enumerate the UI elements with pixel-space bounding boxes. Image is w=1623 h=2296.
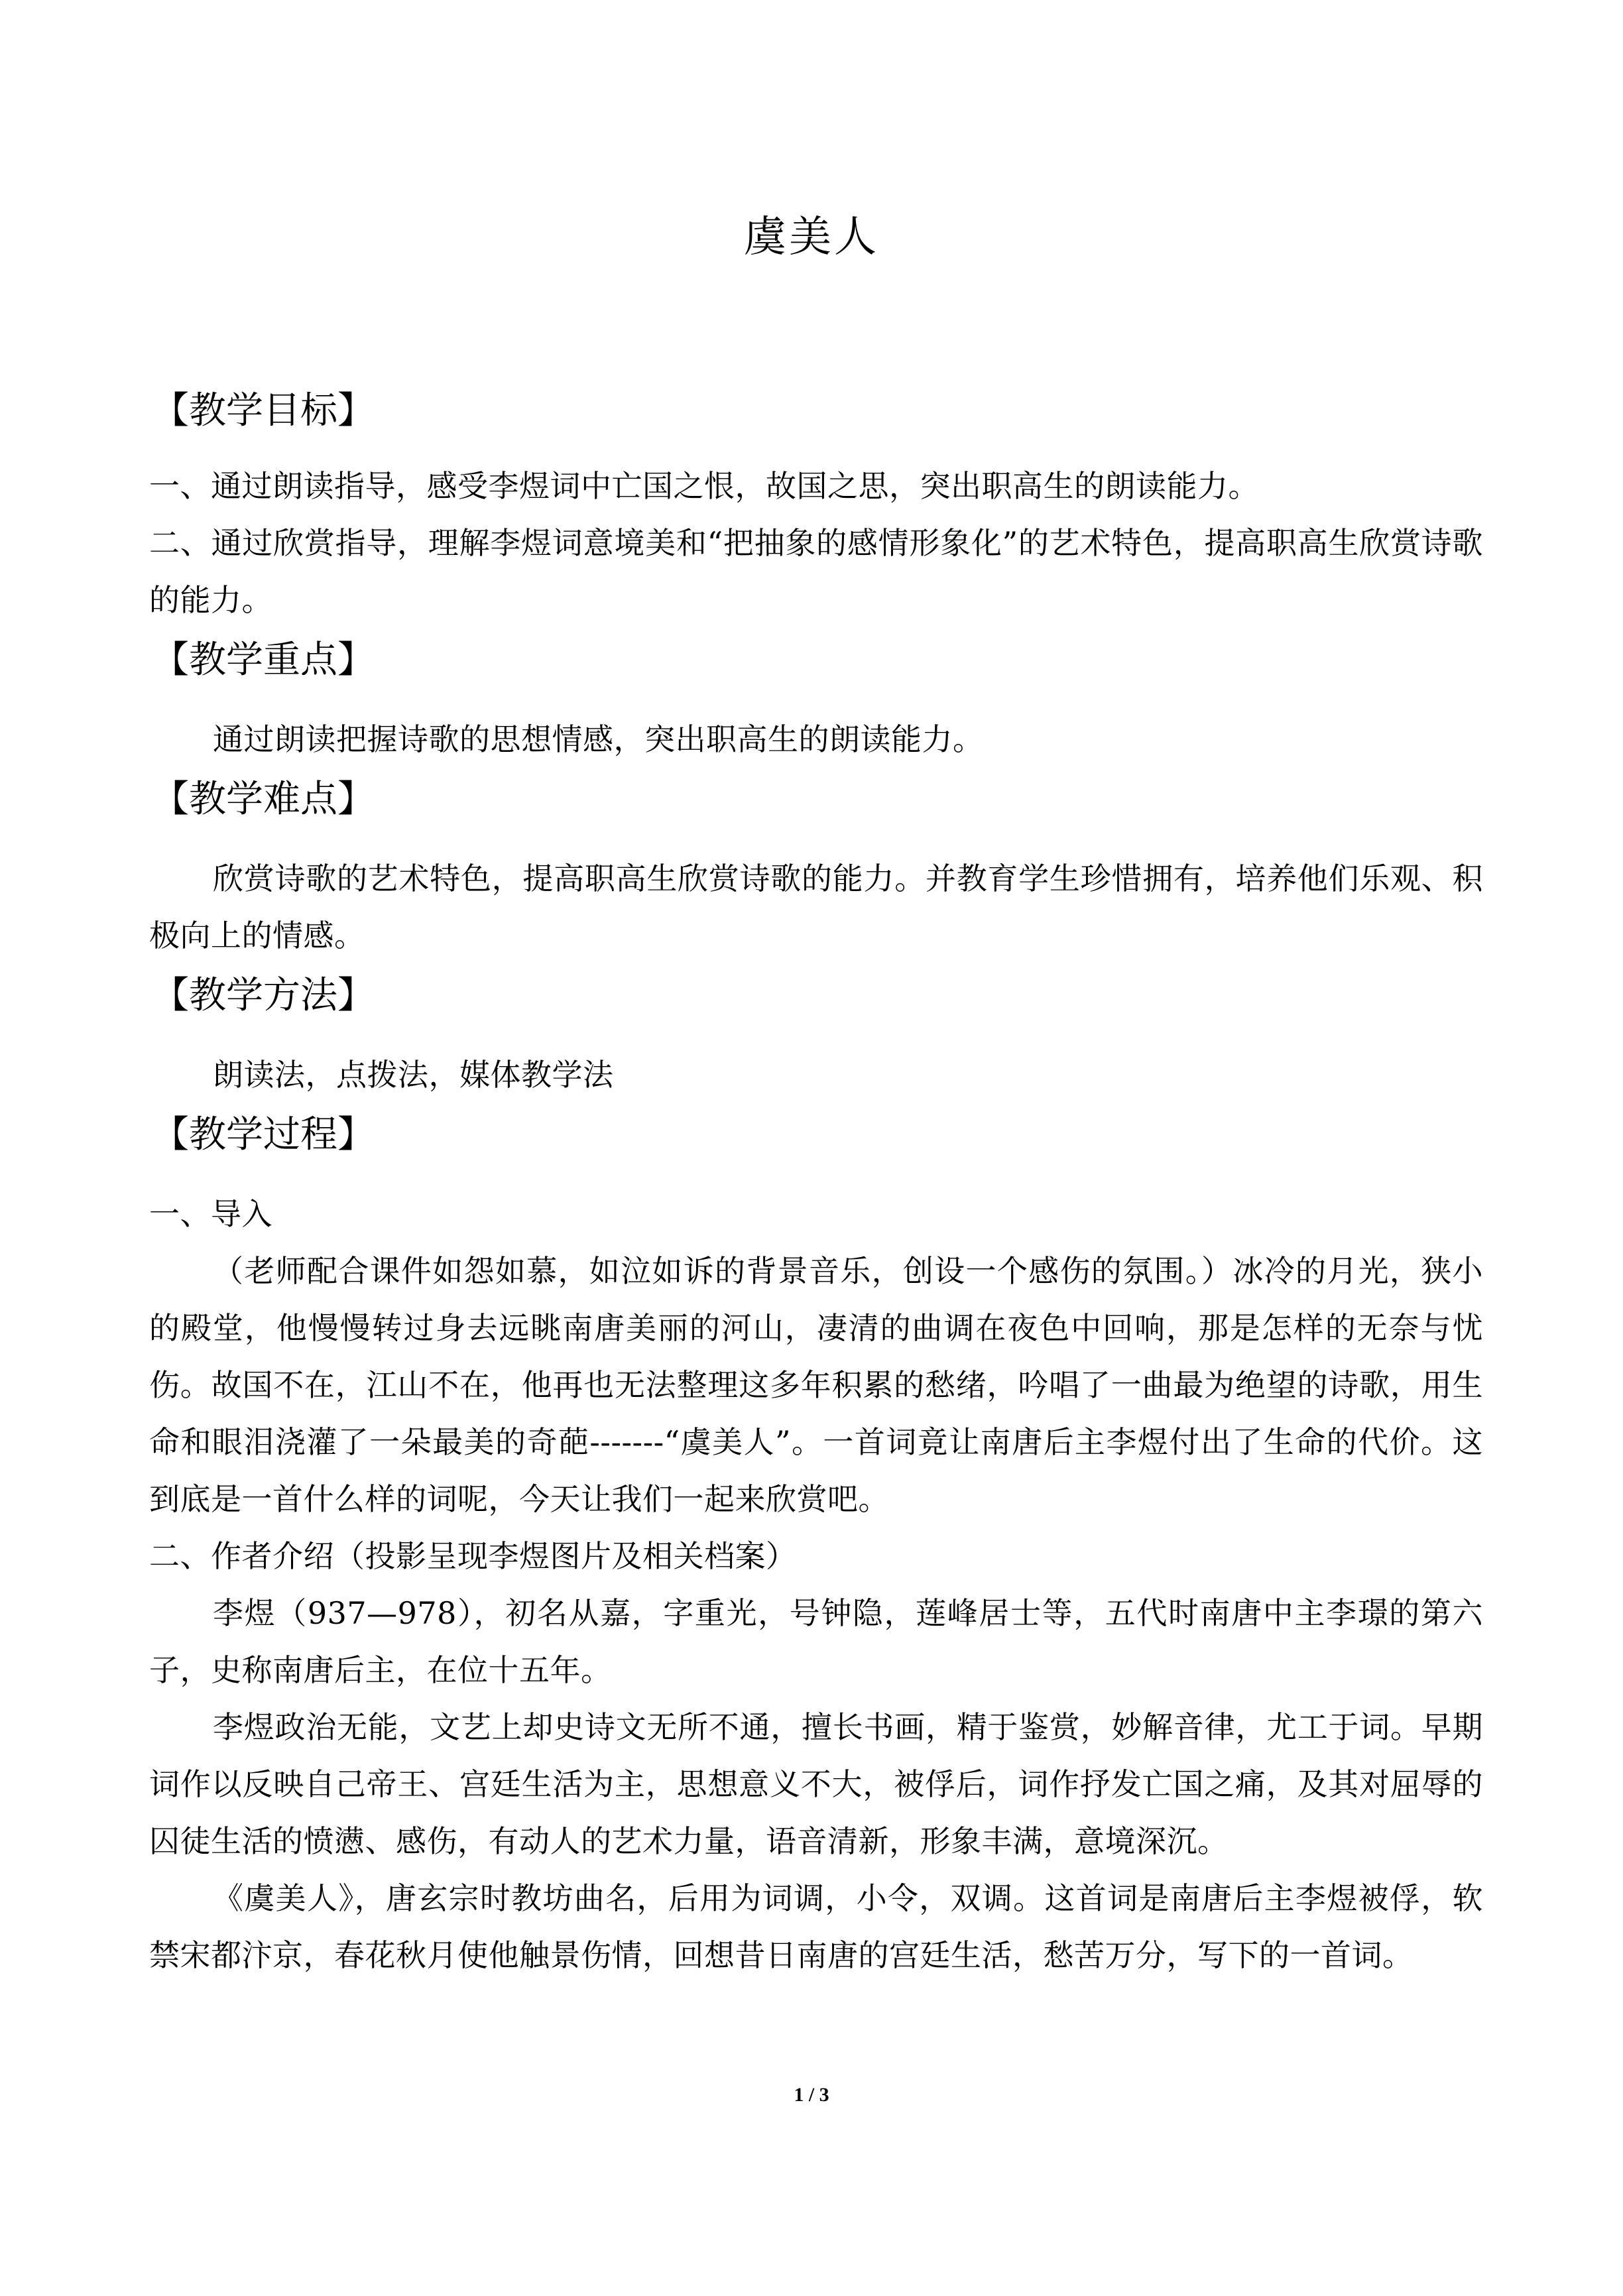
intro-text: （老师配合课件如怨如慕，如泣如诉的背景音乐，创设一个感伤的氛围。）冰冷的月光，狭小的殿堂，他慢慢转过身去远眺南唐美丽的河山，凄清的曲调在夜色中回响，那是怎样的无奈与忧伤。故国不在，江山不在，他再也无法整理这多年积累的愁绪，吟唱了一曲最为绝望的诗歌，用生命和眼泪浇灌了一朵最美的奇葩-------“虞美人”。一首词竟让南唐后主李煜付出了生命的代价。这到底是一首什么样的词呢，今天让我们一起来欣赏吧。 [149, 1253, 1483, 1517]
difficulties-text: 欣赏诗歌的艺术特色，提高职高生欣赏诗歌的能力。并教育学生珍惜拥有，培养他们乐观、积极向上的情感。 [149, 861, 1483, 953]
heading-teaching-objectives: 【教学目标】 [152, 389, 375, 432]
page-title: 虞美人 [744, 213, 879, 262]
intro-title: 一、导入 [149, 1196, 272, 1232]
heading-teaching-process: 【教学过程】 [152, 1113, 375, 1156]
methods-text: 朗读法，点拨法，媒体教学法 [213, 1057, 614, 1093]
key-points-text: 通过朗读把握诗歌的思想情感，突出职高生的朗读能力。 [213, 721, 984, 757]
heading-difficulties: 【教学难点】 [152, 778, 375, 821]
page-number: 1 / 3 [794, 2084, 829, 2106]
document-body [149, 385, 1483, 1984]
author-paragraph-1: 李煜（937—978），初名从嘉，字重光，号钟隐，莲峰居士等，五代时南唐中主李璟的第六子，史称南唐后主，在位十五年。 [149, 1595, 1483, 1688]
heading-methods: 【教学方法】 [152, 974, 375, 1017]
author-paragraph-3: 《虞美人》，唐玄宗时教坊曲名，后用为词调，小令，双调。这首词是南唐后主李煜被俘，软禁宋都汴京，春花秋月使他触景伤情，回想昔日南唐的宫廷生活，愁苦万分，写下的一首词。 [149, 1880, 1483, 1973]
heading-key-points: 【教学重点】 [152, 638, 375, 682]
objectives-list [149, 457, 1483, 629]
objective-item-2: 二、通过欣赏指导，理解李煜词意境美和“把抽象的感情形象化”的艺术特色，提高职高生欣赏诗歌的能力。 [149, 525, 1483, 618]
author-paragraph-2: 李煜政治无能，文艺上却史诗文无所不通，擅长书画，精于鉴赏，妙解音律，尤工于词。早期词作以反映自己帝王、宫廷生活为主，思想意义不大，被俘后，词作抒发亡国之痛，及其对屈辱的囚徒生活的愤懑、感伤，有动人的艺术力量，语音清新，形象丰满，意境深沉。 [149, 1709, 1483, 1859]
objective-item-1: 一、通过朗读指导，感受李煜词中亡国之恨，故国之思，突出职高生的朗读能力。 [149, 468, 1259, 504]
author-title: 二、作者介绍（投影呈现李煜图片及相关档案） [149, 1538, 797, 1574]
